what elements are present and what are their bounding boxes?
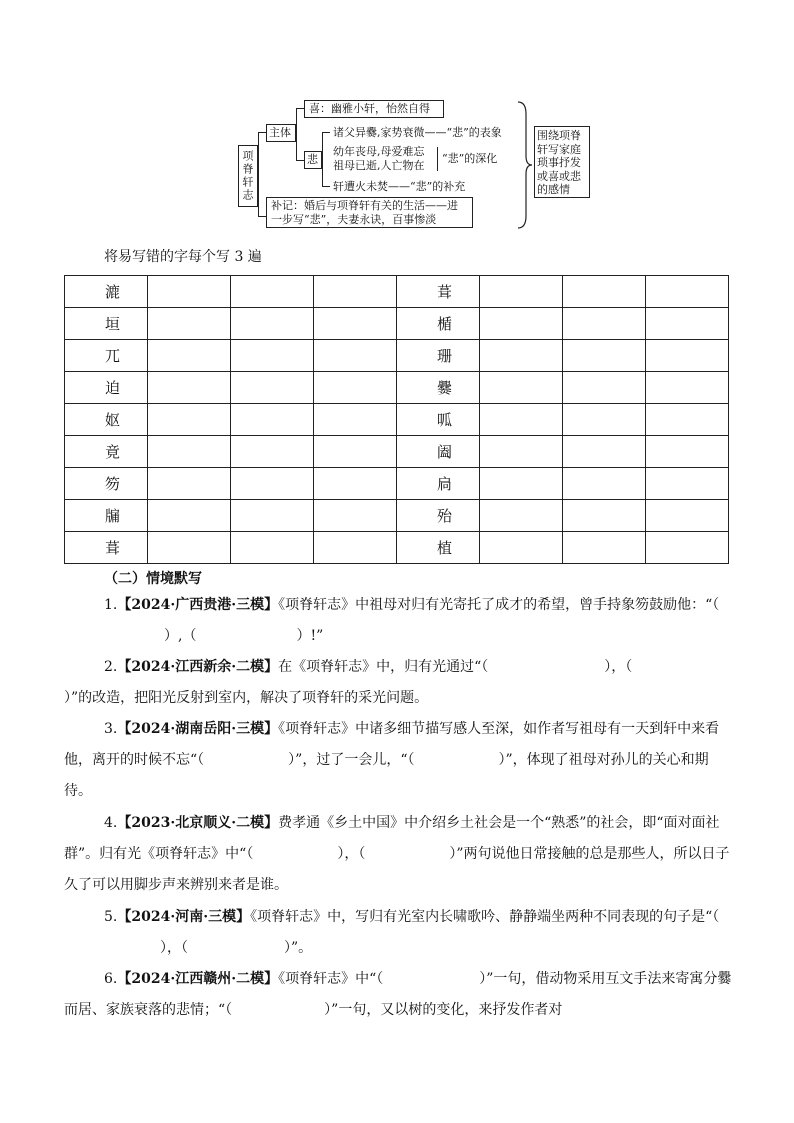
grid-row [65, 276, 729, 308]
grid-blank-cell[interactable] [646, 532, 729, 564]
grid-row [65, 468, 729, 500]
grid-blank-cell[interactable] [314, 308, 397, 340]
grid-blank-cell[interactable] [231, 468, 314, 500]
grid-blank-cell[interactable] [646, 276, 729, 308]
grid-blank-cell[interactable] [314, 340, 397, 372]
grid-blank-cell[interactable] [563, 532, 646, 564]
grid-blank-cell[interactable] [231, 308, 314, 340]
grid-blank-cell[interactable] [231, 276, 314, 308]
grid-blank-cell[interactable] [148, 404, 231, 436]
grid-blank-cell[interactable] [563, 404, 646, 436]
diagram-supplement-line2: 一步写“悲”，夫妻永诀，百事惨淡 [271, 213, 437, 226]
grid-blank-cell[interactable] [314, 372, 397, 404]
grid-char-cell: 牖 [65, 500, 148, 532]
grid-blank-cell[interactable] [314, 404, 397, 436]
diagram-sorrow-2c: “悲”的深化 [442, 152, 498, 165]
grid-row [65, 308, 729, 340]
grid-blank-cell[interactable] [314, 468, 397, 500]
grid-blank-cell[interactable] [148, 276, 231, 308]
diagram-right-brace [516, 100, 534, 230]
grid-char-cell: 迫 [65, 372, 148, 404]
grid-char-cell: 呱 [397, 404, 480, 436]
grid-blank-cell[interactable] [563, 308, 646, 340]
grid-row [65, 532, 729, 564]
grid-blank-cell[interactable] [148, 500, 231, 532]
grid-blank-cell[interactable] [231, 436, 314, 468]
grid-char-cell: 阖 [397, 436, 480, 468]
grid-row [65, 340, 729, 372]
practice-instruction: 将易写错的字每个写 3 遍 [104, 249, 262, 265]
grid-blank-cell[interactable] [480, 276, 563, 308]
question-5: 5.【2024·河南·三模】《项脊轩志》中，写归有光室内长啸歌吟、静静端坐两种不同表现的句子是“（），（ ）”。 [104, 909, 720, 956]
grid-char-cell: 殆 [397, 500, 480, 532]
grid-char-cell: 垣 [65, 308, 148, 340]
grid-blank-cell[interactable] [480, 468, 563, 500]
diagram-sorrow: 悲 [307, 153, 318, 166]
grid-char-cell: 漉 [65, 276, 148, 308]
grid-blank-cell[interactable] [231, 404, 314, 436]
practice-grid [64, 275, 729, 564]
question-3: 3.【2024·湖南岳阳·三模】《项脊轩志》中诸多细节描写感人至深，如作者写祖母有一天到轩中来看他，离开的时候不忘“（ ）”，过了一会儿，“（ ）”，体现了祖母对孙儿的关心和期待。 [64, 721, 720, 799]
diagram-supplement-line1: 补记：婚后与项脊轩有关的生活——进 [271, 199, 458, 212]
question-4: 4.【2023·北京顺义·二模】费孝通《乡土中国》中介绍乡土社会是一个“熟悉”的社会，即“面对面社群”。归有光《项脊轩志》中“（ ），（ ）”两句说他日常接触的总是那些人，所以日子久了可以用脚步声来辨别来者是谁。 [64, 815, 730, 893]
grid-blank-cell[interactable] [231, 500, 314, 532]
grid-blank-cell[interactable] [563, 276, 646, 308]
grid-blank-cell[interactable] [563, 372, 646, 404]
grid-blank-cell[interactable] [148, 372, 231, 404]
grid-blank-cell[interactable] [646, 372, 729, 404]
grid-blank-cell[interactable] [231, 532, 314, 564]
grid-blank-cell[interactable] [563, 468, 646, 500]
diagram-sorrow-2b: 祖母已逝,人亡物在 [333, 159, 425, 172]
diagram-root: 项脊轩志 [241, 150, 254, 202]
grid-char-cell: 葺 [397, 276, 480, 308]
grid-blank-cell[interactable] [480, 372, 563, 404]
question-2: 2.【2024·江西新余·二模】在《项脊轩志》中，归有光通过“（ ），（）”的改造，把阳光反射到室内，解决了项脊轩的采光问题。 [64, 659, 633, 706]
grid-char-cell: 妪 [65, 404, 148, 436]
grid-blank-cell[interactable] [646, 308, 729, 340]
section-title: （二）情境默写 [104, 571, 202, 587]
diagram-sorrow-3: 轩遭火未焚——“悲”的补充 [333, 180, 466, 193]
grid-blank-cell[interactable] [231, 340, 314, 372]
grid-blank-cell[interactable] [314, 276, 397, 308]
grid-char-cell: 笏 [65, 468, 148, 500]
grid-blank-cell[interactable] [148, 436, 231, 468]
grid-blank-cell[interactable] [480, 308, 563, 340]
diagram-sorrow-1: 诸父异爨,家势衰微——“悲”的表象 [333, 126, 502, 139]
grid-char-cell: 爨 [397, 372, 480, 404]
grid-blank-cell[interactable] [646, 340, 729, 372]
grid-blank-cell[interactable] [563, 436, 646, 468]
grid-blank-cell[interactable] [314, 436, 397, 468]
grid-blank-cell[interactable] [646, 404, 729, 436]
grid-blank-cell[interactable] [314, 500, 397, 532]
grid-blank-cell[interactable] [563, 500, 646, 532]
grid-blank-cell[interactable] [480, 500, 563, 532]
question-1: 1.【2024·广西贵港·三模】《项脊轩志》中祖母对归有光寄托了成才的希望，曾手持象笏鼓励他：“（）,（ ）!” [104, 597, 720, 644]
grid-blank-cell[interactable] [646, 436, 729, 468]
grid-blank-cell[interactable] [231, 372, 314, 404]
grid-char-cell: 楯 [397, 308, 480, 340]
diagram-joy: 喜：幽雅小轩，怡然自得 [309, 102, 430, 115]
grid-blank-cell[interactable] [480, 532, 563, 564]
grid-blank-cell[interactable] [148, 468, 231, 500]
grid-row [65, 404, 729, 436]
grid-blank-cell[interactable] [646, 468, 729, 500]
grid-blank-cell[interactable] [148, 532, 231, 564]
grid-blank-cell[interactable] [148, 340, 231, 372]
grid-char-cell: 竟 [65, 436, 148, 468]
grid-blank-cell[interactable] [480, 340, 563, 372]
grid-char-cell: 兀 [65, 340, 148, 372]
grid-blank-cell[interactable] [148, 308, 231, 340]
grid-blank-cell[interactable] [480, 404, 563, 436]
grid-row [65, 436, 729, 468]
diagram-theme: 围绕项脊轩写家庭琐事抒发或喜或悲的感情 [537, 129, 581, 196]
diagram-main: 主体 [269, 126, 291, 139]
grid-char-cell: 扃 [397, 468, 480, 500]
grid-row [65, 372, 729, 404]
grid-char-cell: 植 [397, 532, 480, 564]
question-6: 6.【2024·江西赣州·二模】《项脊轩志》中“（ ）”一句，借动物采用互文手法来寄寓分爨而居、家族衰落的悲情；“（ ）”一句，又以树的变化，来抒发作者对 [64, 971, 732, 1018]
grid-char-cell: 葺 [65, 532, 148, 564]
grid-char-cell: 珊 [397, 340, 480, 372]
grid-blank-cell[interactable] [646, 500, 729, 532]
grid-row [65, 500, 729, 532]
grid-blank-cell[interactable] [563, 340, 646, 372]
diagram-sorrow-2a: 幼年丧母,母爱难忘 [333, 145, 425, 158]
grid-blank-cell[interactable] [480, 436, 563, 468]
grid-blank-cell[interactable] [314, 532, 397, 564]
